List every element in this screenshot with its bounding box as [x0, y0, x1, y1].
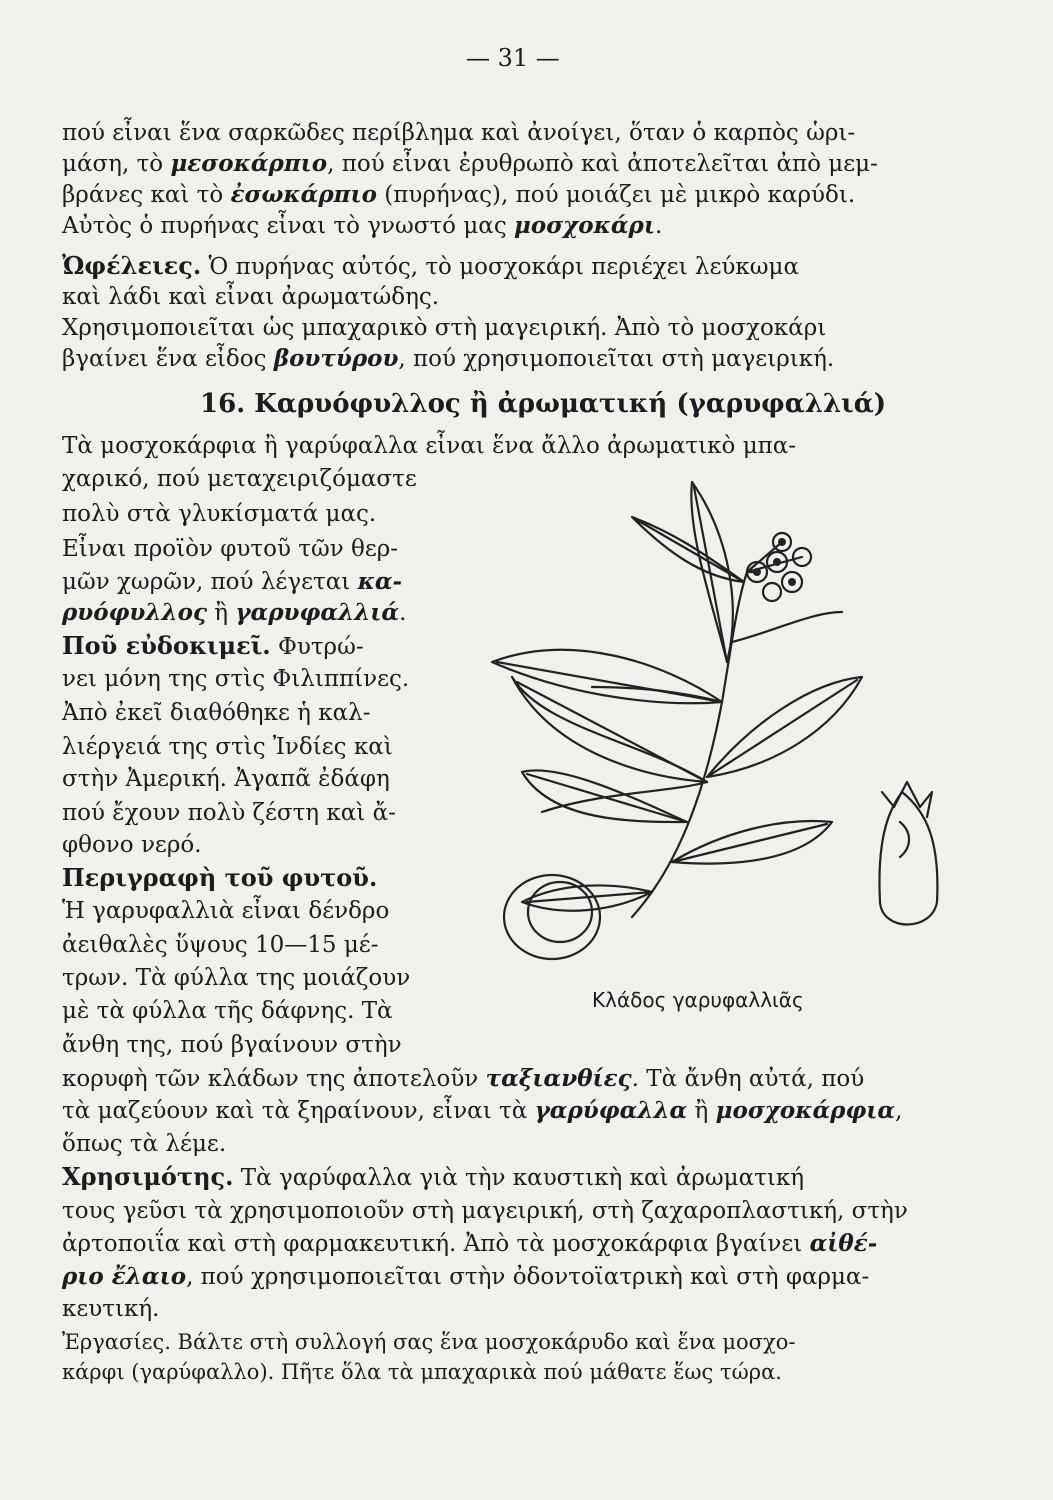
usefulness-line-4: ριο ἔλαιο, πού χρησιμοποιεῖται στὴν ὀδοντοϊατρικὴ καὶ στὴ φαρμα-	[62, 1263, 870, 1290]
description-heading: Περιγραφὴ τοῦ φυτοῦ.	[62, 863, 378, 892]
benefits-line-3: Χρησιμοποιεῖται ὡς μπαχαρικὸ στὴ μαγειρική. Ἀπὸ τὸ μοσχοκάρι	[62, 315, 827, 341]
description-line-2: ἀειθαλὲς ὕψους 10—15 μέ-	[62, 932, 379, 958]
intro-line-2: μάση, τὸ μεσοκάρπιο, πού εἶναι ἐρυθρωπὸ καὶ ἀποτελεῖται ἀπὸ μεμ-	[62, 150, 878, 177]
usefulness-line-1: Χρησιμότης. Τὰ γαρύφαλλα γιὰ τὴν καυστικὴ καὶ ἀρωματική	[62, 1162, 805, 1191]
intro-line-1: πού εἶναι ἕνα σαρκῶδες περίβλημα καὶ ἀνοίγει, ὅταν ὁ καρπὸς ὡρι-	[62, 120, 856, 146]
habitat-line-4: λιέργειά της στὶς Ἰνδίες καὶ	[62, 734, 393, 760]
description-line-7: τὰ μαζεύουν καὶ τὰ ξηραίνουν, εἶναι τὰ γαρύφαλλα ἢ μοσχοκάρφια,	[62, 1097, 903, 1124]
exercises-line-1: Ἐργασίες. Βάλτε στὴ συλλογή σας ἕνα μοσχοκάρυδο καὶ ἕνα μοσχο-	[62, 1330, 796, 1354]
habitat-line-1: Ποῦ εὐδοκιμεῖ. Φυτρώ-	[62, 631, 364, 660]
usefulness-line-5: κευτική.	[62, 1296, 160, 1322]
benefits-line-1: Ὠφέλειες. Ὁ πυρήνας αὐτός, τὸ μοσχοκάρι περιέχει λεύκωμα	[62, 251, 800, 280]
description-line-6: κορυφὴ τῶν κλάδων της ἀποτελοῦν ταξιανθίες. Τὰ ἄνθη αὐτά, πού	[62, 1065, 865, 1092]
description-line-4: μὲ τὰ φύλλα τῆς δάφνης. Τὰ	[62, 998, 393, 1024]
clove-intro-line-2: χαρικό, πού μεταχειριζόμαστε	[62, 466, 417, 492]
benefits-line-2: καὶ λάδι καὶ εἶναι ἀρωματώδης.	[62, 284, 440, 310]
benefits-heading: Ὠφέλειες.	[62, 251, 202, 280]
clove-intro-line-5: μῶν χωρῶν, πού λέγεται κα-	[62, 568, 403, 595]
intro-line-3: βράνες καὶ τὸ ἐσωκάρπιο (πυρήνας), πού μοιάζει μὲ μικρὸ καρύδι.	[62, 181, 856, 208]
section-title: 16. Καρυόφυλλος ἢ ἀρωματική (γαρυφαλλιά)	[200, 389, 887, 419]
benefits-line-4: βγαίνει ἕνα εἶδος βουτύρου, πού χρησιμοποιεῖται στὴ μαγειρική.	[62, 345, 835, 372]
clove-intro-line-3: πολὺ στὰ γλυκίσματά μας.	[62, 501, 377, 527]
description-line-1: Ἡ γαρυφαλλιὰ εἶναι δένδρο	[62, 898, 390, 924]
description-line-3: τρων. Τὰ φύλλα της μοιάζουν	[62, 965, 411, 991]
usefulness-heading: Χρησιμότης.	[62, 1162, 234, 1191]
intro-line-4: Αὐτὸς ὁ πυρήνας εἶναι τὸ γνωστό μας μοσχοκάρι.	[62, 212, 663, 239]
clove-intro-line-1: Τὰ μοσχοκάρφια ἢ γαρύφαλλα εἶναι ἕνα ἄλλο ἀρωματικὸ μπα-	[62, 433, 797, 459]
figure-caption: Κλάδος γαρυφαλλιᾶς	[592, 988, 804, 1012]
description-line-5: ἄνθη της, πού βγαίνουν στὴν	[62, 1032, 402, 1058]
clove-branch-illustration	[482, 462, 962, 972]
habitat-line-7: φθονο νερό.	[62, 832, 202, 858]
description-line-8: ὅπως τὰ λέμε.	[62, 1131, 227, 1157]
usefulness-line-3: ἀρτοποιΐα καὶ στὴ φαρμακευτική. Ἀπὸ τὰ μοσχοκάρφια βγαίνει αἰθέ-	[62, 1230, 878, 1257]
habitat-line-6: πού ἔχουν πολὺ ζέστη καὶ ἄ-	[62, 800, 396, 826]
page-number: — 31 —	[466, 44, 560, 72]
clove-intro-line-4: Εἶναι προϊὸν φυτοῦ τῶν θερ-	[62, 536, 399, 562]
clove-intro-line-6: ρυόφυλλος ἢ γαρυφαλλιά.	[62, 599, 407, 626]
habitat-line-2: νει μόνη της στὶς Φιλιππίνες.	[62, 666, 410, 692]
habitat-line-5: στὴν Ἀμερική. Ἀγαπᾶ ἐδάφη	[62, 766, 390, 792]
habitat-line-3: Ἀπὸ ἐκεῖ διαθόθηκε ἡ καλ-	[62, 700, 371, 726]
exercises-line-2: κάρφι (γαρύφαλλο). Πῆτε ὅλα τὰ μπαχαρικὰ πού μάθατε ἕως τώρα.	[62, 1360, 782, 1384]
habitat-heading: Ποῦ εὐδοκιμεῖ.	[62, 631, 271, 660]
usefulness-line-2: τους γεῦσι τὰ χρησιμοποιοῦν στὴ μαγειρική, στὴ ζαχαροπλαστική, στὴν	[62, 1198, 908, 1224]
